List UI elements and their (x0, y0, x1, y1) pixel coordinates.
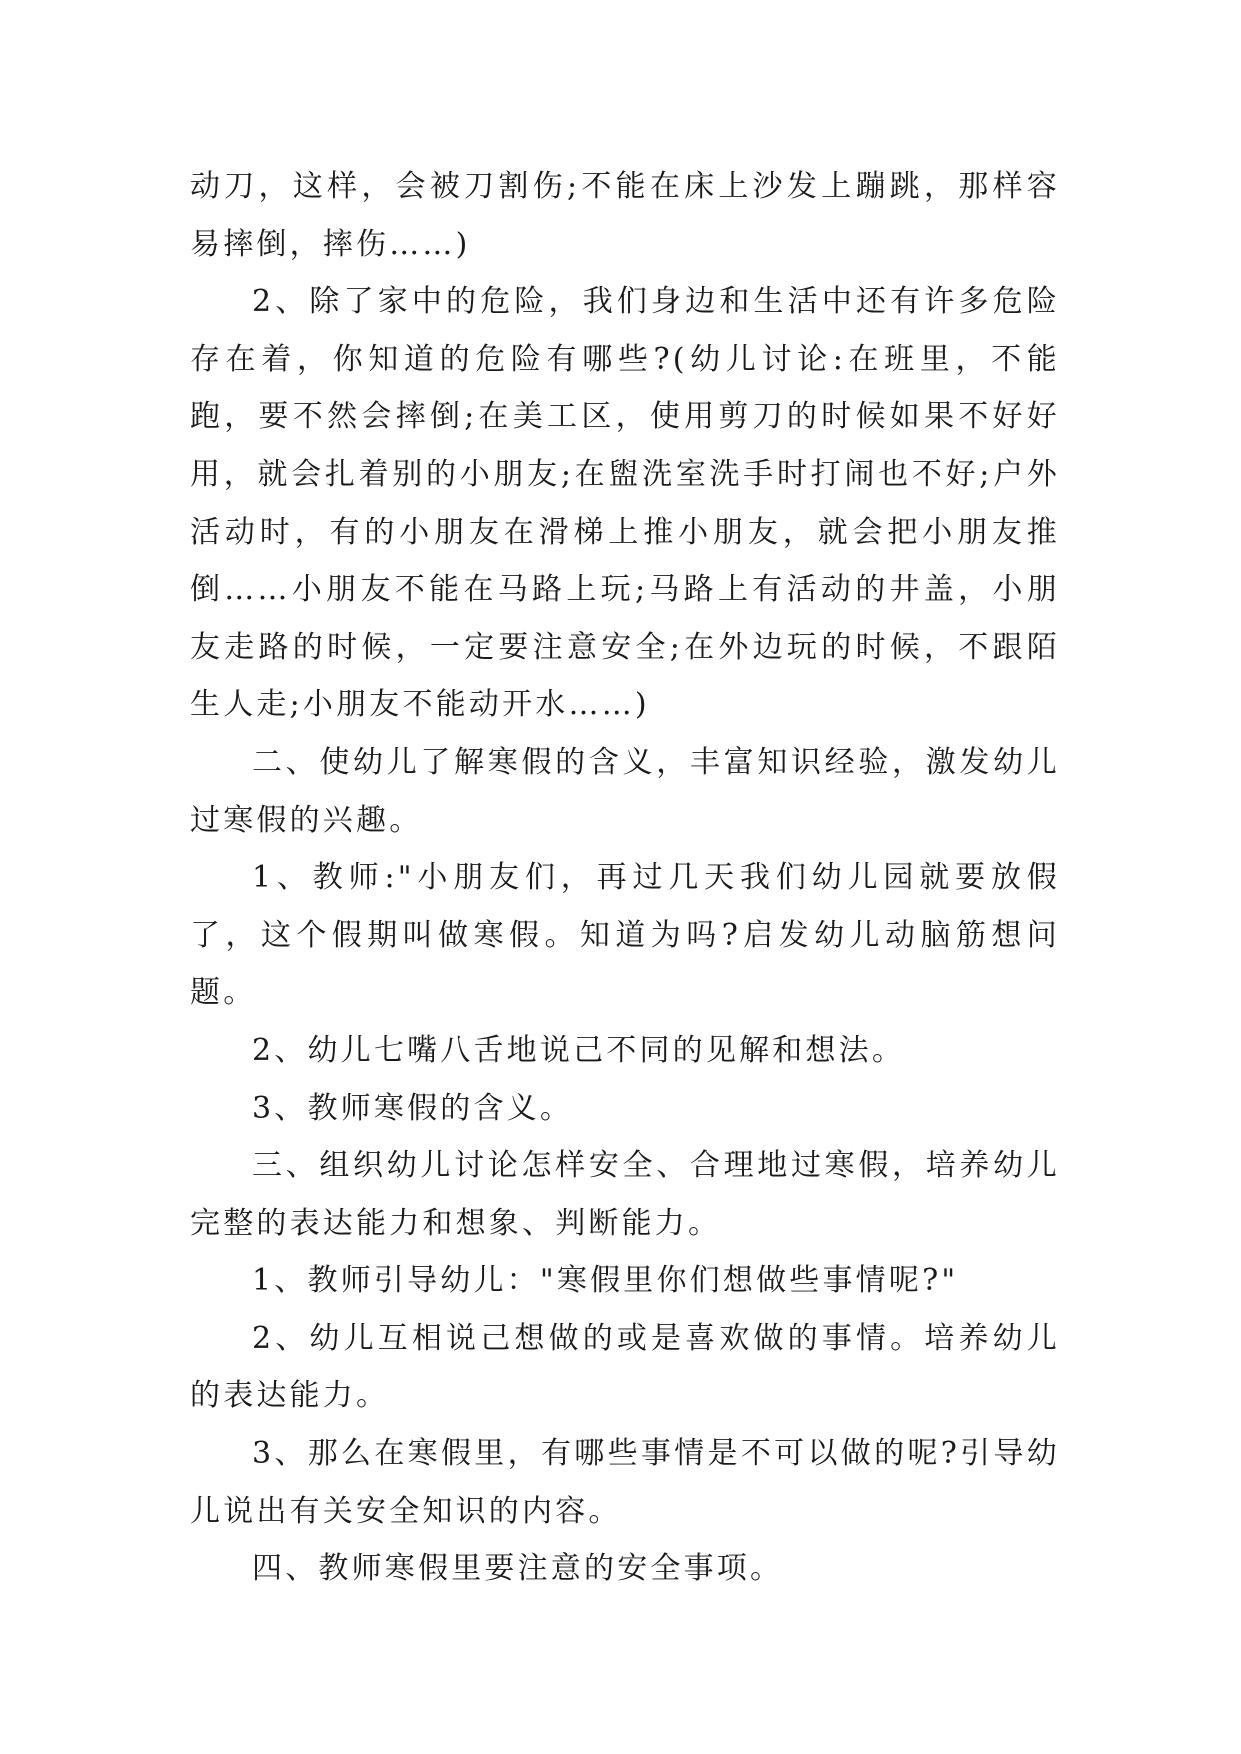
document-body (190, 158, 1060, 1598)
paragraph-8: 1、教师引导幼儿："寒假里你们想做些事情呢?" (252, 1263, 959, 1299)
paragraph-7: 三、组织幼儿讨论怎样安全、合理地过寒假，培养幼儿完整的表达能力和想象、判断能力。 (190, 1148, 1060, 1241)
paragraph-1: 动刀，这样，会被刀割伤;不能在床上沙发上蹦跳，那样容易摔倒，摔伤……) (190, 169, 1060, 262)
paragraph-10: 3、那么在寒假里，有哪些事情是不可以做的呢?引导幼儿说出有关安全知识的内容。 (190, 1436, 1060, 1529)
paragraph-11: 四、教师寒假里要注意的安全事项。 (252, 1551, 784, 1587)
paragraph-6: 3、教师寒假的含义。 (252, 1090, 574, 1126)
paragraph-9: 2、幼儿互相说己想做的或是喜欢做的事情。培养幼儿的表达能力。 (190, 1320, 1060, 1414)
paragraph-5: 2、幼儿七嘴八舌地说己不同的见解和想法。 (252, 1032, 906, 1068)
paragraph-3: 二、使幼儿了解寒假的含义，丰富知识经验，激发幼儿过寒假的兴趣。 (190, 744, 1060, 838)
paragraph-2: 2、除了家中的危险，我们身边和生活中还有许多危险存在着，你知道的危险有哪些?(幼儿讨论:在班里，不能跑，要不然会摔倒;在美工区，使用剪刀的时候如果不好好用，就会扎着别的小朋友;在盥洗室洗手时打闹也不好;户外活动时，有的小朋友在滑梯上推小朋友，就会把小朋友推倒……小朋友不能在马路上玩;马路上有活动的井盖，小朋友走路的时候，一定要注意安全;在外边玩的时候，不跟陌生人走;小朋友不能动开水……) (190, 284, 1060, 723)
paragraph-4: 1、教师:"小朋友们，再过几天我们幼儿园就要放假了，这个假期叫做寒假。知道为吗?启发幼儿动脑筋想问题。 (190, 860, 1060, 1011)
